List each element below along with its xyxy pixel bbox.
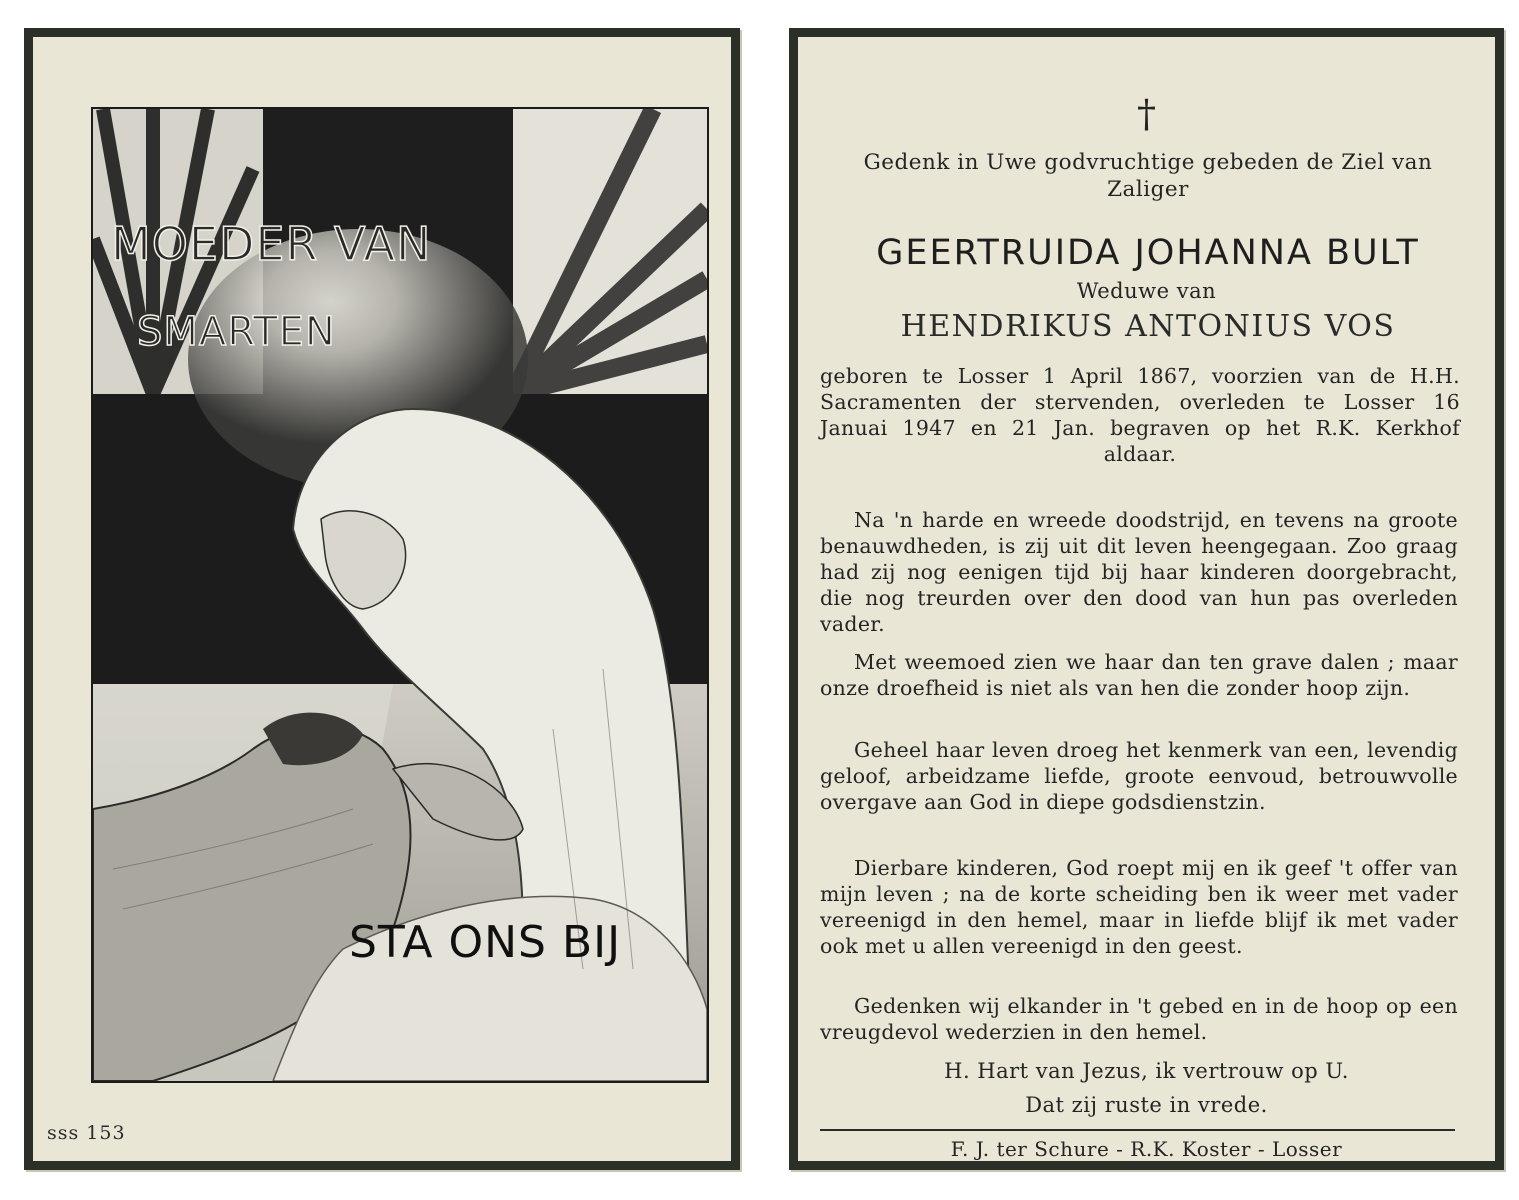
printer-credit: F. J. ter Schure - R.K. Koster - Losser [950, 1137, 1343, 1161]
closing-line: Dat zij ruste in vrede. [1025, 1093, 1268, 1117]
memorial-paragraph: Met weemoed zien we haar dan ten grave dalen ; maar onze droefheid is niet als van hen die zonder hoop zijn. [820, 650, 1458, 700]
memorial-card-front [24, 28, 740, 1170]
deceased-name: GEERTRUIDA JOHANNA BULT [876, 233, 1420, 273]
pieta-artwork [91, 107, 709, 1083]
print-code: sss 153 [47, 1122, 126, 1144]
memorial-paragraph: Geheel haar leven droeg het kenmerk van een, levendig geloof, arbeidzame liefde, groote eenvoud, betrouwvolle overgave aan God in diepe godsdienstzin. [820, 738, 1458, 814]
memorial-paragraph: Na 'n harde en wreede doodstrijd, en tevens na groote benauwdheden, is zij uit dit leven heengegaan. Zoo graag had zij nog eenigen tijd bij haar kinderen doorgebracht, die nog treurden over den dood van hun pas overleden vader. [820, 508, 1458, 636]
prayer-line: H. Hart van Jezus, ik vertrouw op U. [944, 1059, 1349, 1083]
opening-invocation: Gedenk in Uwe godvruchtige gebeden de Ziel van Zaliger [863, 150, 1433, 202]
memorial-card-back [789, 28, 1504, 1170]
artwork-title-line-1: MOEDER VAN [111, 217, 432, 271]
husband-name: HENDRIKUS ANTONIUS VOS [900, 309, 1396, 344]
footer-divider [820, 1129, 1455, 1131]
memorial-paragraph: Dierbare kinderen, God roept mij en ik geef 't offer van mijn leven ; na de korte scheiding ben ik weer met vader vereenigd in den hemel, maar in liefde blijf ik met vader ook met u allen vereenigd in den geest. [820, 856, 1458, 958]
artwork-title-line-2: SMARTEN [137, 309, 336, 355]
widow-of-label: Weduwe van [1076, 279, 1217, 303]
biography-text: geboren te Losser 1 April 1867, voorzien van de H.H. Sacramenten der stervenden, overleden te Losser 16 Januai 1947 en 21 Jan. begraven op het R.K. Kerkhof aldaar. [820, 364, 1460, 466]
memorial-paragraph: Gedenken wij elkander in 't gebed en in de hoop op een vreugdevol wederzien in den hemel. [820, 994, 1458, 1044]
artwork-caption: STA ONS BIJ [349, 917, 622, 968]
cross-icon: † [1137, 92, 1156, 136]
